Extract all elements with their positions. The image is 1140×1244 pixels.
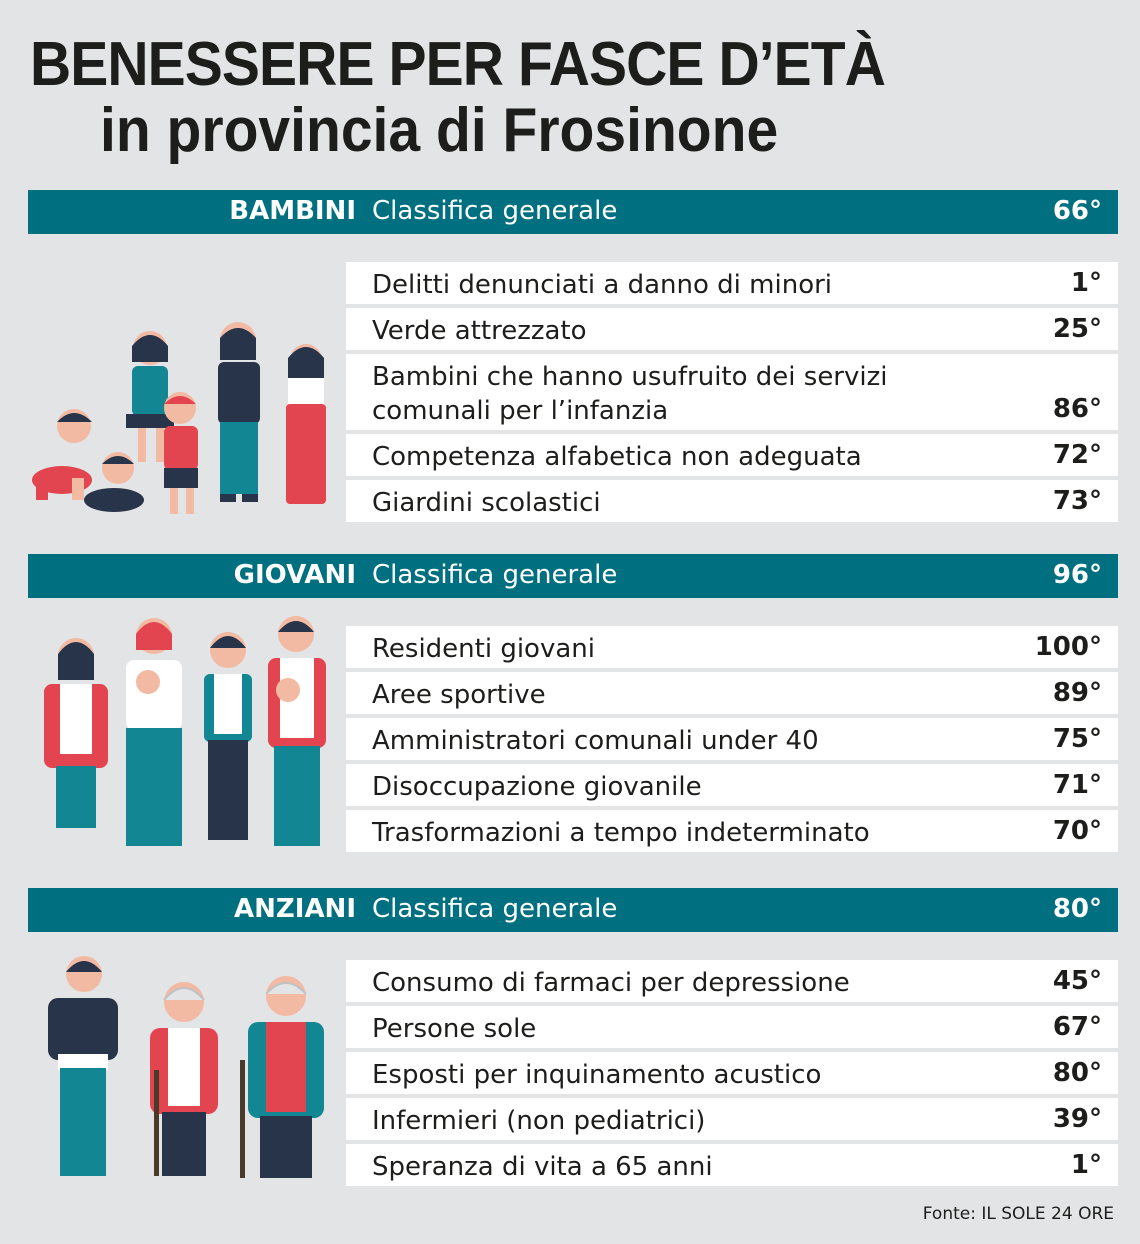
row-label: Amministratori comunali under 40 [372, 726, 819, 756]
table-row [346, 960, 1118, 1002]
row-label: Trasformazioni a tempo indeterminato [372, 818, 870, 848]
teen-figure [286, 344, 326, 504]
table-row [346, 764, 1118, 806]
young-man-figure [204, 632, 252, 840]
table-row [346, 1006, 1118, 1048]
row-label: Esposti per inquinamento acustico [372, 1060, 822, 1090]
row-rank: 45° [1052, 966, 1102, 996]
mother-figure [126, 618, 182, 846]
group-name: BAMBINI [229, 196, 356, 226]
row-rank: 89° [1052, 678, 1102, 708]
young-woman-figure [44, 638, 108, 828]
row-label: Consumo di farmaci per depressione [372, 968, 850, 998]
row-label: Competenza alfabetica non adeguata [372, 442, 862, 472]
table-row [346, 810, 1118, 852]
row-rank: 71° [1052, 770, 1102, 800]
baby-figure [32, 409, 92, 500]
row-label: Giardini scolastici [372, 488, 601, 518]
row-label: Delitti denunciati a danno di minori [372, 270, 833, 300]
baby-figure [84, 452, 144, 512]
table-row [346, 718, 1118, 760]
group-name: ANZIANI [234, 894, 356, 924]
children-family-illustration [14, 318, 334, 524]
row-rank: 80° [1052, 1058, 1102, 1088]
row-label: Verde attrezzato [372, 316, 587, 346]
page-subtitle: in provincia di Frosinone [100, 96, 779, 165]
row-rank: 75° [1052, 724, 1102, 754]
overall-rank: 80° [1052, 894, 1102, 924]
table-row [346, 480, 1118, 522]
row-label: Aree sportive [372, 680, 546, 710]
row-label: Speranza di vita a 65 anni [372, 1152, 713, 1182]
overall-rank: 66° [1052, 196, 1102, 226]
group-name: GIOVANI [233, 560, 356, 590]
row-rank: 73° [1052, 486, 1102, 516]
row-rank: 1° [1070, 268, 1102, 298]
elderly-people-illustration [14, 950, 334, 1184]
row-rank: 86° [1052, 394, 1102, 424]
table-row [346, 434, 1118, 476]
table-row [346, 672, 1118, 714]
band-anziani [28, 888, 1118, 932]
overall-label: Classifica generale [372, 894, 618, 924]
table-row [346, 308, 1118, 350]
row-label: Disoccupazione giovanile [372, 772, 702, 802]
elderly-man-figure [240, 976, 324, 1178]
row-rank: 1° [1070, 1150, 1102, 1180]
band-bambini [28, 190, 1118, 234]
overall-label: Classifica generale [372, 560, 618, 590]
row-rank: 100° [1034, 632, 1102, 662]
row-label: Bambini che hanno usufruito dei servizi comunali per l’infanzia [372, 362, 888, 426]
row-label: Persone sole [372, 1014, 537, 1044]
table-row [346, 354, 1118, 430]
band-giovani [28, 554, 1118, 598]
row-rank: 70° [1052, 816, 1102, 846]
table-row [346, 1144, 1118, 1186]
boy-figure [164, 392, 198, 514]
father-figure [268, 616, 326, 846]
young-people-illustration [14, 610, 334, 860]
overall-label: Classifica generale [372, 196, 618, 226]
row-rank: 67° [1052, 1012, 1102, 1042]
row-label: Infermieri (non pediatrici) [372, 1106, 706, 1136]
table-row [346, 1052, 1118, 1094]
source-note: Fonte: IL SOLE 24 ORE [922, 1204, 1114, 1224]
elderly-woman-figure [150, 982, 218, 1176]
row-rank: 39° [1052, 1104, 1102, 1134]
table-row [346, 262, 1118, 304]
rows-bambini [346, 262, 1118, 526]
overall-rank: 96° [1052, 560, 1102, 590]
table-row [346, 1098, 1118, 1140]
rows-giovani [346, 626, 1118, 856]
row-label: Residenti giovani [372, 634, 595, 664]
table-row [346, 626, 1118, 668]
row-rank: 25° [1052, 314, 1102, 344]
adult-figure [218, 322, 260, 502]
caregiver-figure [48, 956, 118, 1176]
rows-anziani [346, 960, 1118, 1190]
row-rank: 72° [1052, 440, 1102, 470]
page-title: BENESSERE PER FASCE D’ETÀ [30, 30, 885, 99]
